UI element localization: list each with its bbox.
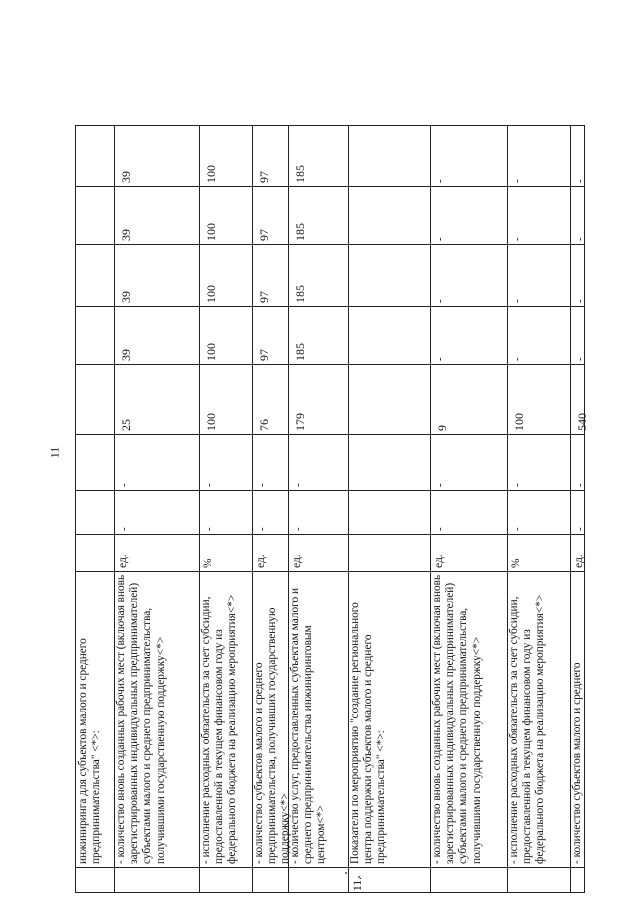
value-dash: - bbox=[511, 237, 523, 241]
row-unit: ед. bbox=[573, 554, 585, 568]
value-dash: - bbox=[434, 357, 446, 361]
value-dash: - bbox=[118, 483, 130, 487]
value-cell: 97 bbox=[257, 349, 271, 361]
value-cell: 97 bbox=[257, 171, 271, 183]
value-cell: 25 bbox=[119, 419, 133, 431]
value-cell: 100 bbox=[512, 413, 526, 431]
value-cell: 100 bbox=[204, 343, 218, 361]
row-unit: ед. bbox=[291, 554, 303, 568]
value-cell: 100 bbox=[204, 413, 218, 431]
value-dash: - bbox=[434, 237, 446, 241]
value-dash: - bbox=[256, 527, 268, 531]
value-dash: - bbox=[574, 299, 586, 303]
row-unit: ед. bbox=[255, 554, 267, 568]
value-dash: - bbox=[434, 527, 446, 531]
value-cell: 39 bbox=[119, 229, 133, 241]
row-label: - количество субъектов малого и среднего предпринимательства, получивших государственную поддержку<*> bbox=[253, 607, 292, 864]
value-cell: 185 bbox=[293, 343, 307, 361]
value-dash: - bbox=[203, 527, 215, 531]
value-cell: 185 bbox=[293, 165, 307, 183]
value-dash: - bbox=[511, 483, 523, 487]
row-number: 11. bbox=[352, 877, 364, 891]
value-cell: 100 bbox=[204, 285, 218, 303]
value-dash: - bbox=[511, 357, 523, 361]
value-dash: - bbox=[118, 527, 130, 531]
value-cell: 185 bbox=[293, 285, 307, 303]
value-cell: 9 bbox=[435, 425, 449, 431]
value-cell: 39 bbox=[119, 349, 133, 361]
value-dash: - bbox=[511, 527, 523, 531]
value-cell: 185 bbox=[293, 223, 307, 241]
row-label: - исполнение расходных обязательств за счет субсидии, предоставленной в текущем финансовом году из федерального бюджета на реализацию мероприятия<*> bbox=[200, 594, 239, 864]
row-label: инжиниринга для субъектов малого и среднего предпринимательства" <*>: bbox=[77, 638, 103, 864]
value-dash: - bbox=[574, 483, 586, 487]
row-label: Показатели по мероприятию "создание регионального центра поддержки субъектов малого и среднего предпринимательства" <*>: bbox=[349, 602, 388, 864]
value-dash: - bbox=[292, 483, 304, 487]
value-dash: - bbox=[203, 483, 215, 487]
value-cell: 39 bbox=[119, 291, 133, 303]
value-dash: - bbox=[434, 179, 446, 183]
value-dash: - bbox=[511, 299, 523, 303]
row-label: - исполнение расходных обязательств за счет субсидии, предоставленной в текущем финансовом году из федерального бюджета на реализацию мероприятия<*> bbox=[508, 594, 547, 864]
value-dash: - bbox=[574, 179, 586, 183]
value-cell: 100 bbox=[204, 223, 218, 241]
row-label: - количество услуг, предоставленных субъектам малого и среднего предпринимательства инжиниринговым центром<*> bbox=[289, 587, 328, 864]
row-label: - количество вновь созданных рабочих мест (включая вновь зарегистрированных индивидуальных предпринимателей) субъектами малого и среднего предпринимательства, получившими государственную поддержку<*> bbox=[431, 574, 483, 864]
value-cell: 97 bbox=[257, 229, 271, 241]
row-unit: ед. bbox=[117, 554, 129, 568]
value-cell: 179 bbox=[293, 413, 307, 431]
value-dash: - bbox=[574, 527, 586, 531]
value-dash: - bbox=[574, 237, 586, 241]
row-label: - количество субъектов малого и среднего bbox=[571, 662, 583, 864]
row-unit: % bbox=[202, 558, 214, 568]
value-dash: - bbox=[434, 299, 446, 303]
value-cell: 39 bbox=[119, 171, 133, 183]
row-unit: ед. bbox=[433, 554, 445, 568]
value-dash: - bbox=[434, 483, 446, 487]
value-dash: - bbox=[511, 179, 523, 183]
value-cell: 76 bbox=[257, 419, 271, 431]
value-cell: 100 bbox=[204, 165, 218, 183]
value-dash: - bbox=[256, 483, 268, 487]
value-dash: - bbox=[292, 527, 304, 531]
row-label: - количество вновь созданных рабочих мест (включая вновь зарегистрированных индивидуальных предпринимателей) субъектами малого и среднего предпринимательства, получившими государственную поддержку<*> bbox=[115, 574, 167, 864]
value-dash: - bbox=[574, 357, 586, 361]
value-cell: 540 bbox=[575, 413, 589, 431]
page-number: 11 bbox=[47, 446, 62, 459]
value-cell: 97 bbox=[257, 291, 271, 303]
indicator-table bbox=[75, 125, 589, 893]
row-unit: % bbox=[510, 558, 522, 568]
